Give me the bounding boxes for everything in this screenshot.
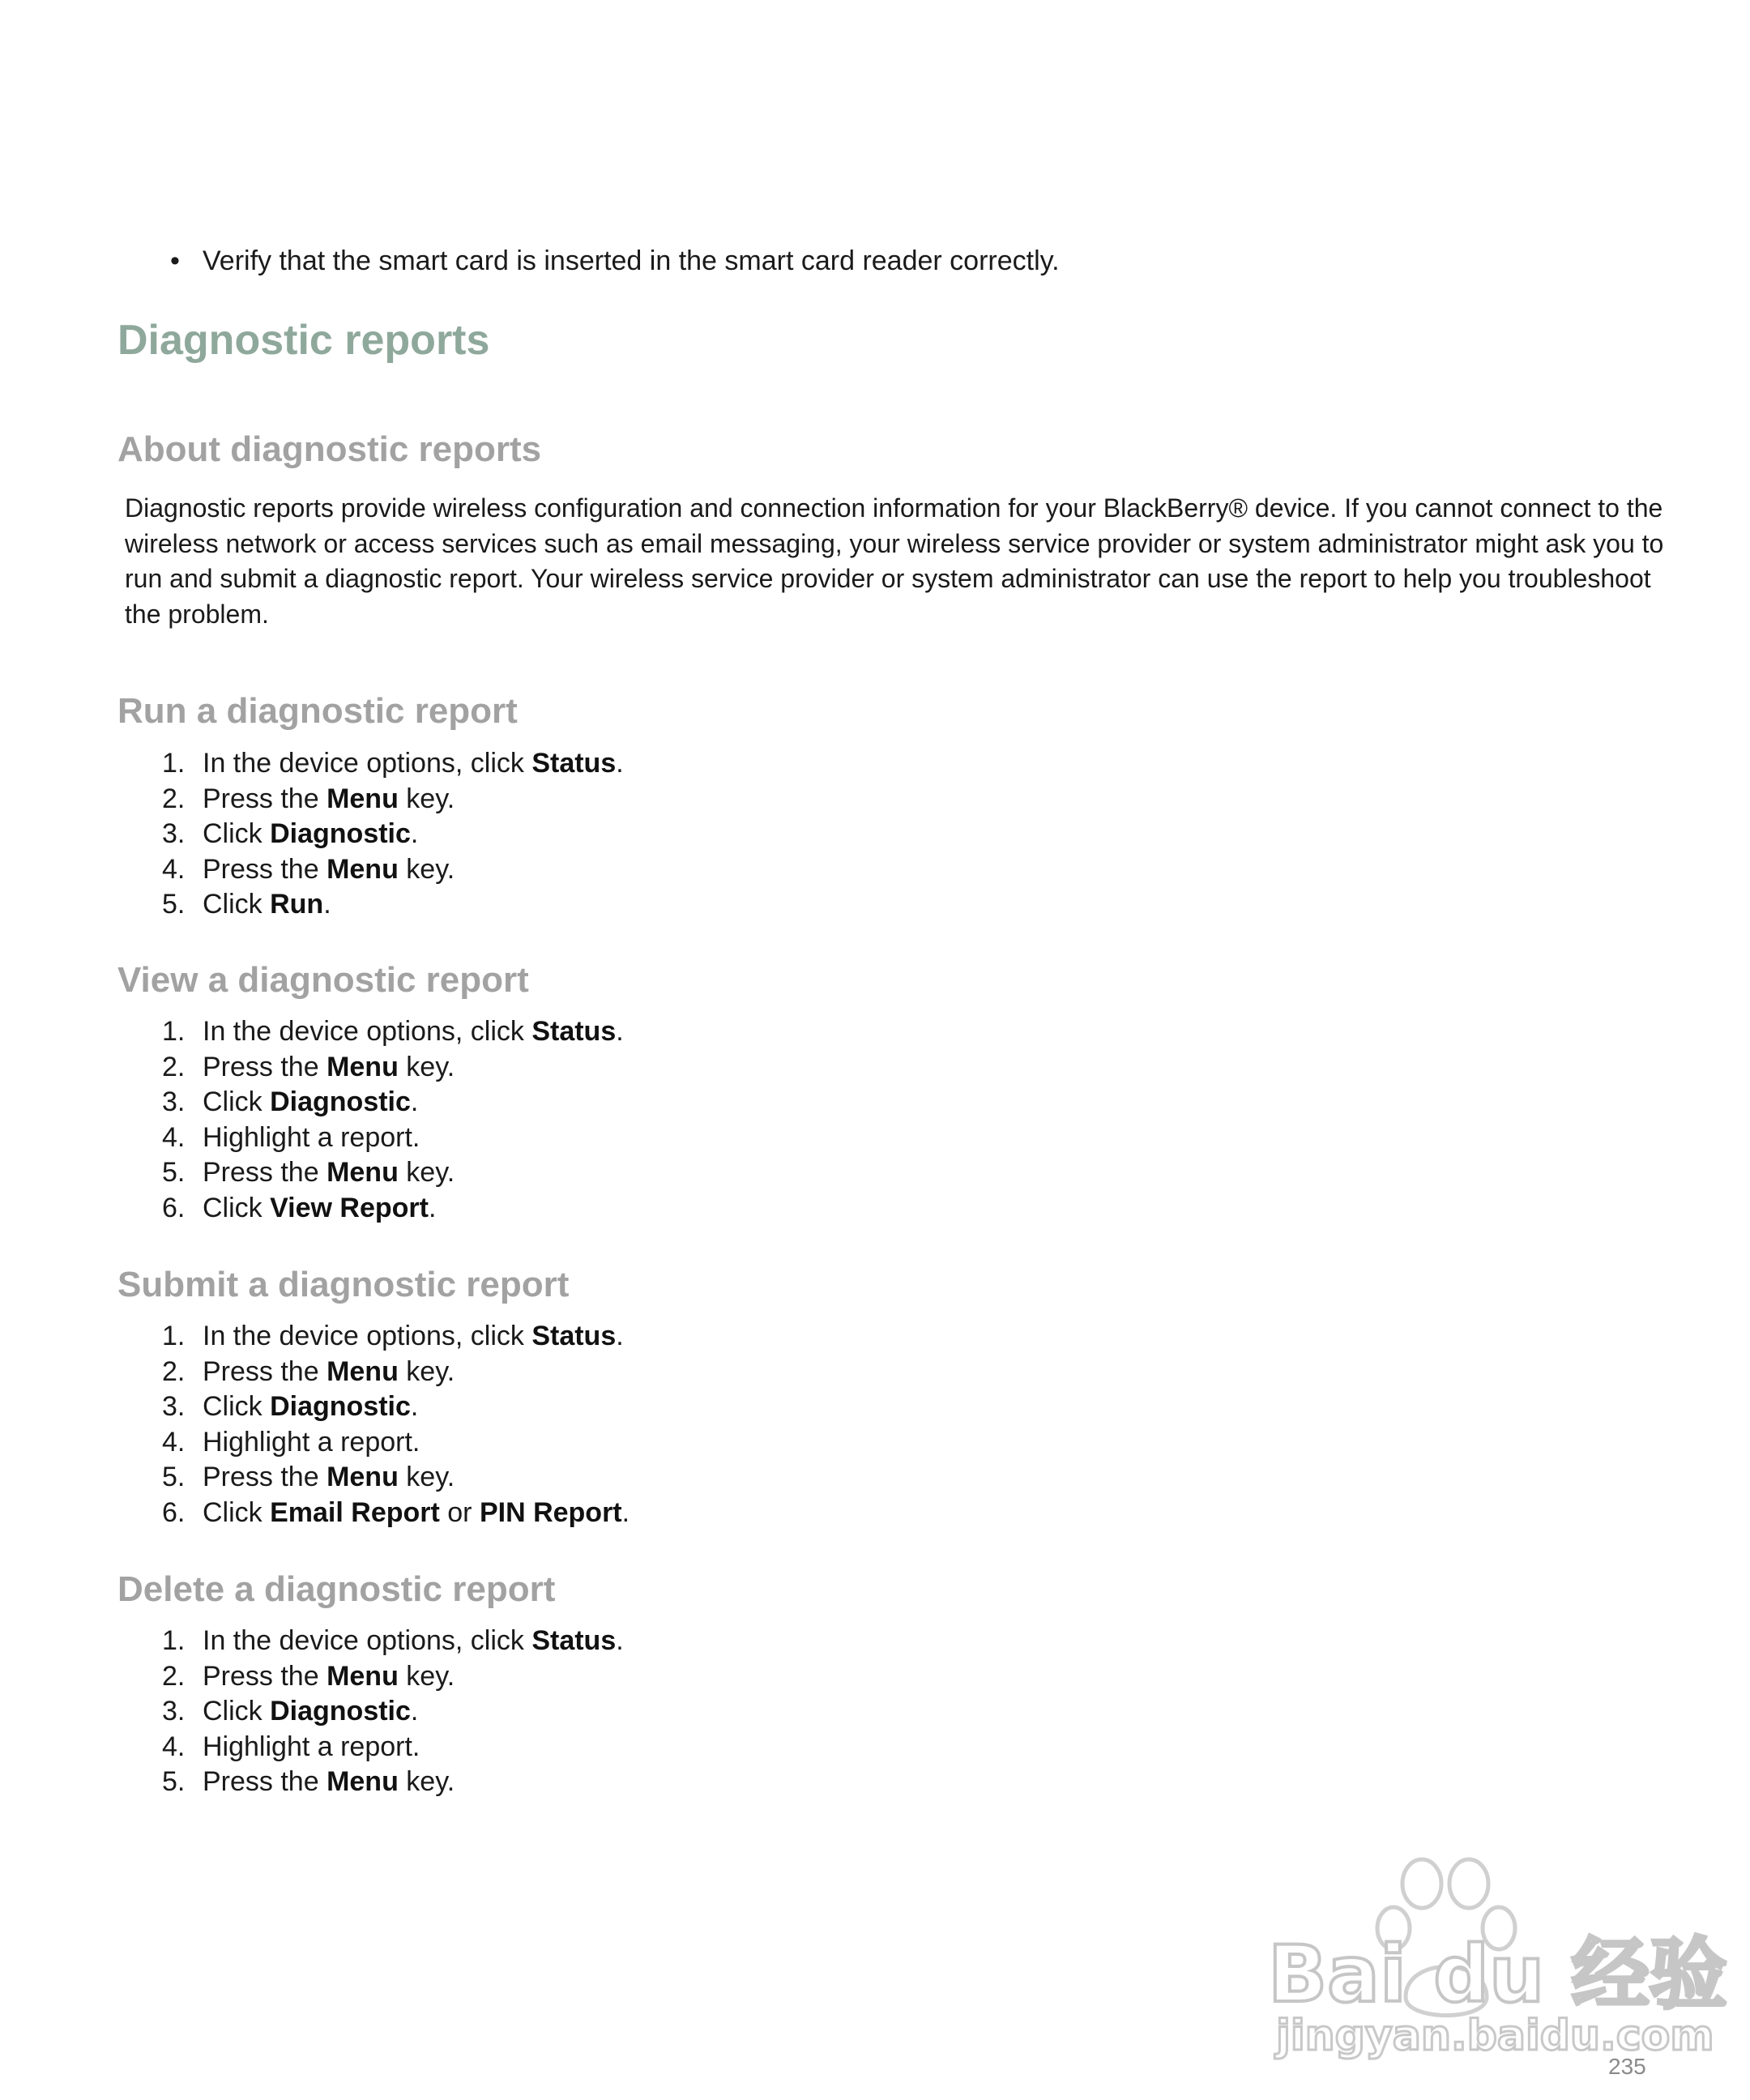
step-text: Click xyxy=(203,1696,271,1727)
step-text: key. xyxy=(398,1157,455,1188)
step-text: . xyxy=(616,1321,624,1351)
step-number: 5. xyxy=(162,1157,186,1188)
step-keyword: Menu xyxy=(327,1660,399,1692)
run-steps xyxy=(146,746,624,923)
page-number: 235 xyxy=(1608,2054,1646,2079)
step-text: Click xyxy=(203,1086,271,1117)
step-item xyxy=(146,746,624,782)
step-text: Press the xyxy=(203,1051,327,1082)
submit-heading: Submit a diagnostic report xyxy=(117,1265,570,1304)
step-keyword: Diagnostic xyxy=(270,1086,411,1117)
step-number: 5. xyxy=(162,889,186,920)
step-item xyxy=(146,1389,630,1425)
step-text: . xyxy=(428,1192,437,1223)
step-number: 4. xyxy=(162,1426,186,1458)
step-text: . xyxy=(410,1696,419,1727)
step-text: Press the xyxy=(203,1660,327,1692)
step-keyword: Menu xyxy=(327,1157,399,1188)
step-keyword: Menu xyxy=(327,783,399,814)
step-keyword: Menu xyxy=(327,1051,399,1082)
view-heading: View a diagnostic report xyxy=(117,960,529,1000)
step-text: Press the xyxy=(203,1766,327,1797)
step-keyword: Status xyxy=(531,1625,617,1656)
about-heading: About diagnostic reports xyxy=(117,429,542,469)
step-keyword: Menu xyxy=(327,853,399,885)
step-text: key. xyxy=(398,1051,455,1082)
delete-steps xyxy=(146,1624,624,1800)
step-number: 1. xyxy=(162,1625,186,1656)
step-text: In the device options, click xyxy=(203,1016,532,1047)
view-steps xyxy=(146,1014,624,1226)
step-number: 4. xyxy=(162,1121,186,1153)
step-item xyxy=(146,1120,624,1156)
submit-steps xyxy=(146,1319,630,1530)
step-text: Press the xyxy=(203,853,327,885)
step-text: key. xyxy=(398,783,455,814)
step-text: In the device options, click xyxy=(203,1625,532,1656)
step-text: In the device options, click xyxy=(203,1321,532,1351)
step-text: Click xyxy=(203,889,271,920)
step-keyword: View Report xyxy=(270,1192,429,1223)
delete-heading: Delete a diagnostic report xyxy=(117,1569,556,1609)
step-item xyxy=(146,1496,630,1531)
step-number: 2. xyxy=(162,1355,186,1387)
step-keyword: Menu xyxy=(327,1766,399,1797)
step-item xyxy=(146,1050,624,1086)
step-number: 5. xyxy=(162,1462,186,1492)
step-text: Press the xyxy=(203,1462,327,1492)
step-text: key. xyxy=(398,1766,455,1797)
step-item xyxy=(146,1425,630,1461)
step-keyword: Status xyxy=(531,748,617,779)
step-text: Click xyxy=(203,1391,271,1422)
baidu-watermark xyxy=(1252,1851,1727,2062)
watermark-url: jingyan.baidu.com xyxy=(1276,2012,1714,2060)
step-text: Press the xyxy=(203,1355,327,1387)
step-number: 3. xyxy=(162,818,186,849)
step-text: . xyxy=(410,818,419,849)
step-number: 1. xyxy=(162,1016,186,1047)
step-item xyxy=(146,817,624,852)
step-keyword: Status xyxy=(531,1016,617,1047)
step-number: 3. xyxy=(162,1696,186,1727)
step-text: Highlight a report. xyxy=(203,1121,420,1153)
bullet-dot: • xyxy=(170,245,180,276)
step-item xyxy=(146,852,624,888)
step-text: key. xyxy=(398,1462,455,1492)
step-item xyxy=(146,887,624,923)
step-item xyxy=(146,1355,630,1390)
step-item xyxy=(146,1085,624,1120)
step-text: Click xyxy=(203,818,271,849)
step-text: . xyxy=(410,1391,419,1422)
bullet-item xyxy=(170,241,1060,280)
step-text: . xyxy=(621,1496,630,1528)
step-text: Highlight a report. xyxy=(203,1426,420,1458)
step-keyword: Menu xyxy=(327,1462,399,1492)
watermark-brand: Bai du 经验 xyxy=(1268,1929,1727,2020)
step-keyword: Menu xyxy=(327,1355,399,1387)
step-keyword: Status xyxy=(531,1321,617,1351)
step-text: In the device options, click xyxy=(203,748,532,779)
about-paragraph: Diagnostic reports provide wireless configuration and connection information for your BlackBerry® device. If you cannot connect to the wireless network or access services such as email messaging, your wireless service provider or system administrator might ask you to run and submit a diagnostic report. Your wireless service provider or system administrator can use the report to help you troubleshoot the problem. xyxy=(125,493,1664,629)
step-keyword: Email Report xyxy=(270,1496,440,1528)
step-keyword: PIN Report xyxy=(479,1496,622,1528)
run-heading: Run a diagnostic report xyxy=(117,691,518,731)
step-keyword: Diagnostic xyxy=(270,1696,411,1727)
step-item xyxy=(146,1014,624,1050)
step-item xyxy=(146,1730,624,1765)
step-number: 2. xyxy=(162,783,186,814)
step-item xyxy=(146,1155,624,1191)
step-number: 3. xyxy=(162,1086,186,1117)
step-text: . xyxy=(616,1016,624,1047)
step-text: Highlight a report. xyxy=(203,1731,420,1762)
step-text: . xyxy=(616,1625,624,1656)
step-text: Press the xyxy=(203,783,327,814)
step-item xyxy=(146,1319,630,1355)
step-number: 1. xyxy=(162,748,186,779)
step-text: . xyxy=(323,889,331,920)
bullet-text: Verify that the smart card is inserted in the smart card reader correctly. xyxy=(203,245,1060,276)
step-text: . xyxy=(616,748,624,779)
step-number: 6. xyxy=(162,1192,186,1223)
step-item xyxy=(146,1765,624,1800)
step-number: 2. xyxy=(162,1660,186,1692)
step-number: 5. xyxy=(162,1766,186,1797)
step-number: 1. xyxy=(162,1321,186,1351)
step-number: 3. xyxy=(162,1391,186,1422)
step-text: . xyxy=(410,1086,419,1117)
step-number: 2. xyxy=(162,1051,186,1082)
section-title: Diagnostic reports xyxy=(117,317,490,364)
step-text: Click xyxy=(203,1192,271,1223)
step-text: key. xyxy=(398,853,455,885)
step-keyword: Diagnostic xyxy=(270,1391,411,1422)
step-text: or xyxy=(439,1496,480,1528)
step-text: Press the xyxy=(203,1157,327,1188)
step-text: key. xyxy=(398,1660,455,1692)
step-number: 6. xyxy=(162,1496,186,1528)
step-item xyxy=(146,1624,624,1659)
step-item xyxy=(146,1659,624,1695)
step-item xyxy=(146,782,624,817)
step-text: Click xyxy=(203,1496,271,1528)
step-item xyxy=(146,1694,624,1730)
step-number: 4. xyxy=(162,1731,186,1762)
step-keyword: Run xyxy=(270,889,324,920)
step-text: key. xyxy=(398,1355,455,1387)
step-number: 4. xyxy=(162,853,186,885)
step-item xyxy=(146,1460,630,1496)
step-keyword: Diagnostic xyxy=(270,818,411,849)
step-item xyxy=(146,1191,624,1227)
